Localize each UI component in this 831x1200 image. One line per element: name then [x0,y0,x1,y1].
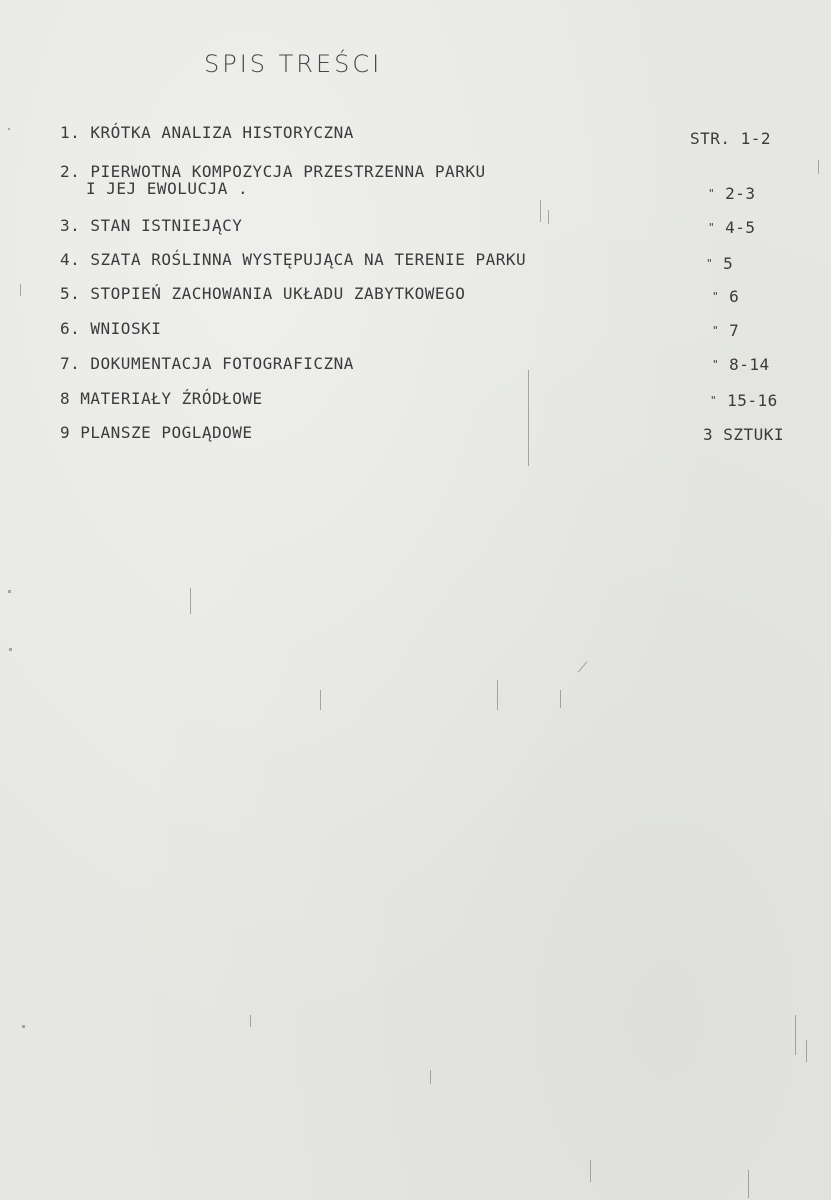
toc-entry-2-page [708,185,756,202]
ditto-mark: " [708,221,716,234]
toc-entry-page-range: 6 [729,287,740,306]
toc-entry-number: 8 [60,389,71,408]
toc-entry-5-page [712,288,739,305]
toc-entry-number: 3. [60,216,81,235]
toc-entry-2-continuation: I JEJ EWOLUCJA . [86,179,249,198]
toc-entry-2 [60,163,780,180]
toc-entry-number: 4. [60,250,81,269]
toc-entry-page-range: 3 SZTUKI [703,425,785,444]
toc-entry-1 [60,124,780,141]
toc-entry-number: 2. [60,162,81,181]
toc-entry-7 [60,355,780,372]
toc-entry-number: 1. [60,123,81,142]
toc-entry-number: 5. [60,284,81,303]
toc-entry-title: DOKUMENTACJA FOTOGRAFICZNA [90,354,354,373]
toc-entry-number: 7. [60,354,81,373]
toc-entry-title: SZATA ROŚLINNA WYSTĘPUJĄCA NA TERENIE PARKU [90,250,527,269]
toc-entry-9-page [703,426,784,443]
toc-entry-9 [60,424,780,441]
toc-entry-5 [60,285,780,302]
toc-entry-page-range: 15-16 [727,391,778,410]
toc-entry-1-page [690,130,771,147]
toc-entry-7-page [712,356,770,373]
toc-entry-page-range: 5 [723,254,734,273]
toc-entry-number: 9 [60,423,71,442]
toc-entry-page-range: STR. 1-2 [690,129,772,148]
ditto-mark: " [708,187,716,200]
toc-entry-title: MATERIAŁY ŹRÓDŁOWE [80,389,263,408]
toc-entry-4-page [706,255,733,272]
toc-entry-page-range: 8-14 [729,355,770,374]
ditto-mark: " [710,394,718,407]
toc-entry-page-range: 4-5 [725,218,756,237]
toc-entry-title: KRÓTKA ANALIZA HISTORYCZNA [90,123,354,142]
toc-entry-page-range: 7 [729,321,740,340]
toc-entry-3-page [708,219,756,236]
toc-entry-8 [60,390,780,407]
toc-entry-title: STAN ISTNIEJĄCY [90,216,243,235]
toc-entry-title: WNIOSKI [90,319,162,338]
toc-entry-4 [60,251,780,268]
ditto-mark: " [712,290,720,303]
ditto-mark: " [712,358,720,371]
toc-entry-6 [60,320,780,337]
toc-entry-6-page [712,322,739,339]
toc-entry-title: PIERWOTNA KOMPOZYCJA PRZESTRZENNA PARKU [90,162,486,181]
toc-entry-title: STOPIEŃ ZACHOWANIA UKŁADU ZABYTKOWEGO [90,284,466,303]
ditto-mark: " [712,324,720,337]
toc-entry-number: 6. [60,319,81,338]
ditto-mark: " [706,257,714,270]
page-title: SPIS TREŚCI [204,50,383,78]
toc-entry-page-range: 2-3 [725,184,756,203]
toc-entry-3 [60,217,780,234]
toc-entry-8-page [710,392,778,409]
toc-entry-title: PLANSZE POGLĄDOWE [80,423,253,442]
